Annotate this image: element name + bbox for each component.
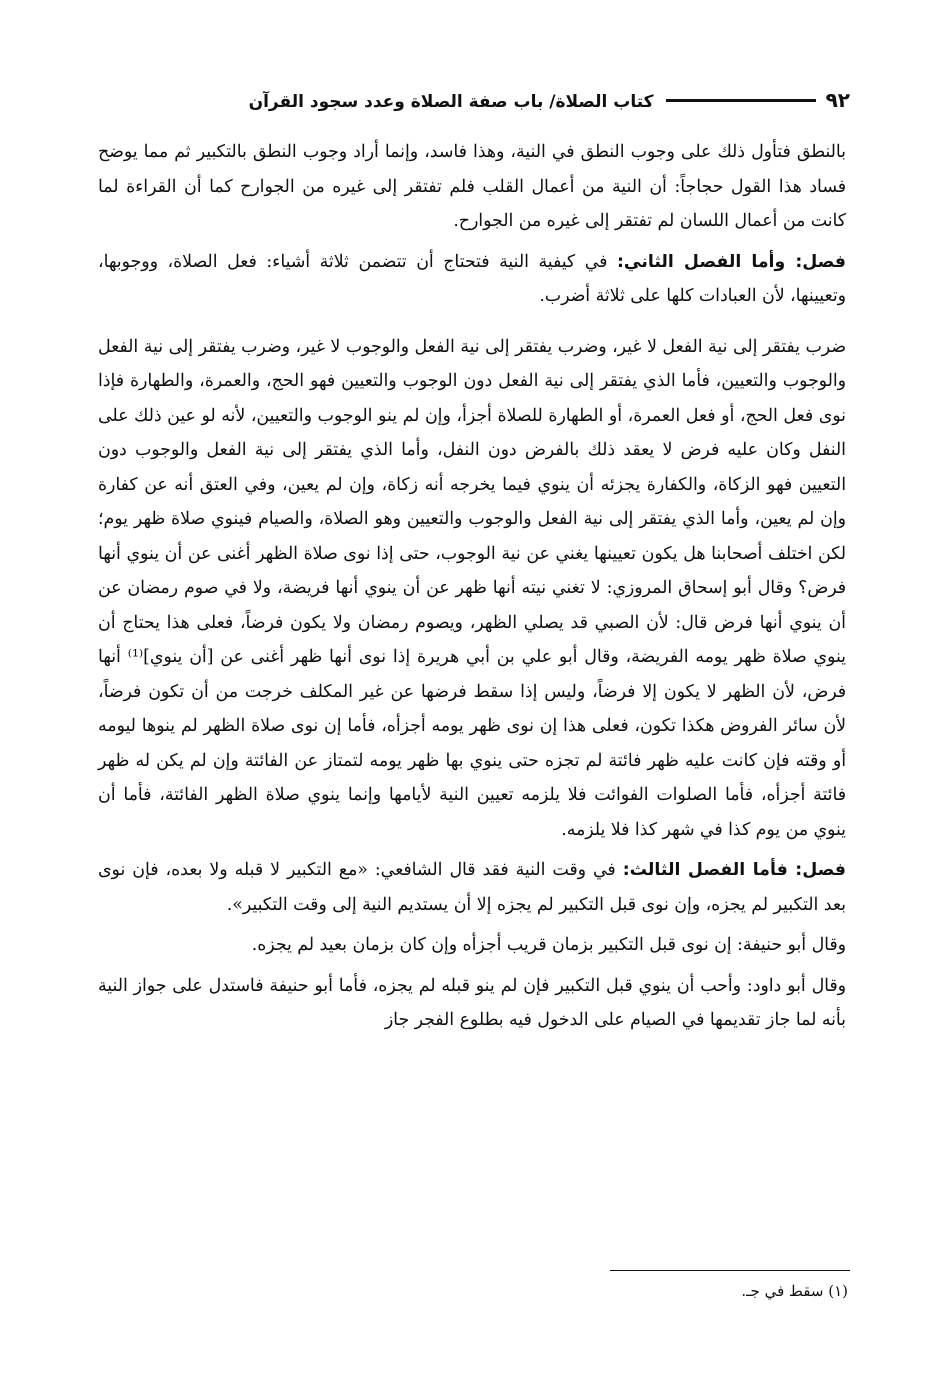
- running-title: كتاب الصلاة/ باب صفة الصلاة وعدد سجود القرآن: [248, 92, 654, 112]
- paragraph: [98, 928, 846, 963]
- paragraph-text: بالنطق فتأول ذلك على وجوب النطق في النية، وهذا فاسد، وإنما أراد وجوب النطق بالتكبير ثم مما يوضح فساد هذا القول حجاجاً: أن النية من أعمال القلب فلم تفتقر إلى غيره من الجوارح كما أن القراءة لما كانت من أعمال اللسان لم تفتقر إلى غيره من الجوارح.: [98, 142, 846, 231]
- footnote-marker: (١): [828, 1282, 848, 1300]
- paragraph: [98, 969, 846, 1038]
- paragraph-text: وقال أبو داود: وأحب أن ينوي قبل التكبير فإن لم ينو قبله لم يجزه، فأما أبو حنيفة فاستدل على جواز النية بأنه لما جاز تقديمها في الصيام على الدخول فيه بطلوع الفجر جاز: [98, 975, 846, 1030]
- section-heading: فصل: وأما الفصل الثاني:: [616, 251, 846, 272]
- body-text: [98, 135, 846, 1044]
- page-header: [90, 72, 850, 112]
- footnote: [148, 1282, 848, 1300]
- paragraph-text: في كيفية النية فتحتاج أن تتضمن ثلاثة أشياء: فعل الصلاة، ووجوبها، وتعيينها، لأن العبادات كلها على ثلاثة أضرب.: [98, 251, 846, 306]
- paragraph: [98, 853, 846, 922]
- paragraph: [98, 135, 846, 239]
- paragraph-text: وقال أبو حنيفة: إن نوى قبل التكبير بزمان قريب أجزأه وإن كان بزمان بعيد لم يجزه.: [251, 935, 846, 955]
- section-heading: فصل: فأما الفصل الثالث:: [622, 860, 846, 880]
- header-rule: [666, 99, 816, 102]
- paragraph: [98, 245, 846, 314]
- paragraph-text: في وقت النية فقد قال الشافعي: «مع التكبير لا قبله ولا بعده، فإن نوى بعد التكبير لم يجزه، وإن نوى قبل التكبير لم يجزه إلا أن يستديم النية إلى وقت التكبير».: [98, 860, 846, 915]
- page-number: ٩٢: [825, 88, 850, 112]
- paragraph-text: ضرب يفتقر إلى نية الفعل لا غير، وضرب يفتقر إلى نية الفعل والوجوب لا غير، وضرب يفتقر إلى نية الفعل والوجوب والتعيين، فأما الذي يفتقر إلى نية الفعل دون الوجوب والتعيين فهو الحج، والعمرة، والطهارة فإذا نوى فعل الحج، أو فعل العمرة، أو الطهارة للصلاة أجزأ، وإن لم ينو الوجوب والتعيين، لأنه لو عين ذلك على النفل وكان عليه فرض لا يعقد ذلك بالفرض دون النفل، وأما الذي يفتقر إلى نية الفعل والوجوب دون التعيين فهو الزكاة، والكفارة يجزئه أن ينوي فيما يخرجه أنه زكاة، وإن لم يعين، وفي العتق أنه عن كفارة وإن لم يعين، وأما الذي يفتقر إلى نية الفعل والوجوب والتعيين وهو الصلاة، والصيام فينوي صلاة ظهر يوم؛ لكن اختلف أصحابنا هل يكون تعيينها يغني عن نية الوجوب، حتى إذا نوى صلاة الظهر أغنى عن أن ينوي أنها فرض؟ وقال أبو إسحاق المروزي: لا تغني نيته أنها ظهر عن أن ينوي أنها فريضة، ولا في صوم رمضان عن أن ينوي أنها فرض قال: لأن الصبي قد يصلي الظهر، ويصوم رمضان ولا يكون فرضاً، فعلى هذا يحتاج أن ينوي صلاة ظهر يومه الفريضة، وقال أبو علي بن أبي هريرة إذا نوى أنها ظهر أغنى عن [أن ينوي]⁽¹⁾ أنها فرض، لأن الظهر لا يكون إلا فرضاً، وليس إذا سقط فرضها عن غير المكلف خرجت من أن تكون فرضاً، لأن سائر الفروض هكذا تكون، فعلى هذا إن نوى ظهر يومه أجزأه، فأما إن نوى صلاة الظهر لم ينوها ليومه أو وقته فإن كانت عليه ظهر فائتة لم تجزه حتى ينوي بها ظهر يومه لتمتاز عن الفائتة وإن لم يكن له ظهر فائتة أجزأه، فأما الصلوات الفوائت فلا يلزمه تعيين النية لأيامها وإنما ينوي صلاة الظهر الفائتة، فأما أن ينوي من يوم كذا في شهر كذا فلا يلزمه.: [98, 336, 846, 840]
- footnote-text: سقط في جـ.: [741, 1282, 824, 1300]
- paragraph: [98, 330, 846, 848]
- footnote-rule: [610, 1270, 850, 1271]
